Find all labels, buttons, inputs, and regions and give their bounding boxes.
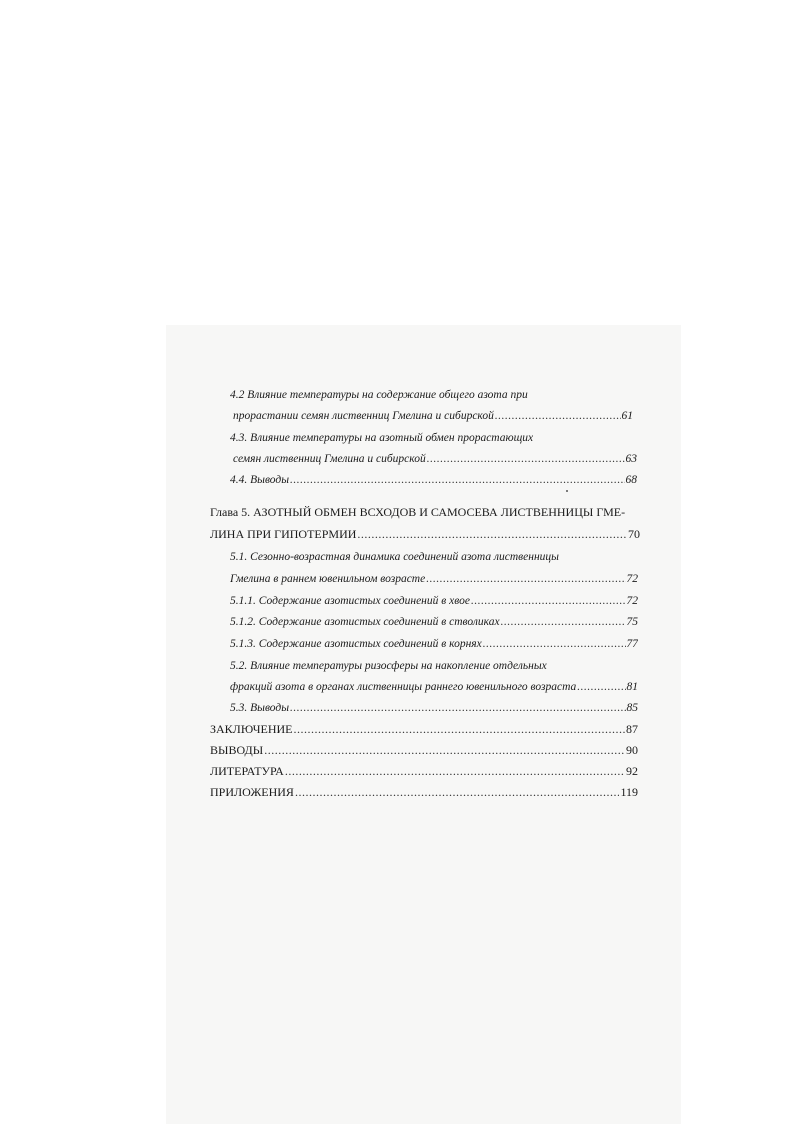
toc-entry-4-2-line2: прорастании семян лиственниц Гмелина и сибирской ..... 61 [233, 409, 633, 423]
toc-conclusion: ЗАКЛЮЧЕНИЕ ..... 87 [210, 722, 638, 736]
page-number: 72 [626, 573, 638, 585]
page-number: 77 [626, 638, 638, 650]
toc-entry-4-3-line2: семян лиственниц Гмелина и сибирской ..... 63 [233, 452, 637, 466]
page-number: 70 [628, 527, 640, 541]
toc-entry-5-3: 5.3. Выводы ..... 85 [230, 701, 638, 715]
toc-appendices: ПРИЛОЖЕНИЯ ..... 119 [210, 785, 638, 799]
scan-speck [566, 490, 568, 492]
toc-entry-4-2-line1: 4.2 Влияние температуры на содержание общего азота при [230, 389, 528, 401]
toc-entry-5-1-2: 5.1.2. Содержание азотистых соединений в стволиках ..... 75 [230, 615, 638, 629]
page-number: 81 [626, 681, 638, 693]
page-number: 90 [626, 743, 638, 757]
toc-entry-5-2-line1: 5.2. Влияние температуры ризосферы на накопление отдельных [230, 660, 547, 672]
page-number: 75 [626, 616, 638, 628]
page-number: 85 [626, 702, 638, 714]
page-number: 63 [625, 453, 637, 465]
toc-entry-5-1-line1: 5.1. Сезонно-возрастная динамика соединений азота лиственницы [230, 551, 559, 563]
toc-chapter-5-line2: ЛИНА ПРИ ГИПОТЕРМИИ ..... 70 [210, 527, 640, 541]
toc-entry-5-1-3: 5.1.3. Содержание азотистых соединений в корнях ..... 77 [230, 637, 638, 651]
toc-entry-5-1-1: 5.1.1. Содержание азотистых соединений в хвое ..... 72 [230, 594, 638, 608]
toc-chapter-5-line1: Глава 5. АЗОТНЫЙ ОБМЕН ВСХОДОВ И САМОСЕВА ЛИСТВЕННИЦЫ ГМЕ- [210, 505, 626, 519]
toc-entry-5-1-line2: Гмелина в раннем ювенильном возрасте ..... 72 [230, 572, 638, 586]
page-number: 87 [626, 722, 638, 736]
toc-literature: ЛИТЕРАТУРА ..... 92 [210, 764, 638, 778]
page-number: 68 [625, 474, 637, 486]
toc-entry-4-3-line1: 4.3. Влияние температуры на азотный обмен прорастающих [230, 432, 534, 444]
page-number: 72 [626, 595, 638, 607]
toc-findings: ВЫВОДЫ ..... 90 [210, 743, 638, 757]
page-number: 92 [626, 764, 638, 778]
page-number: 61 [621, 410, 633, 422]
toc-entry-4-4: 4.4. Выводы ..... 68 [230, 473, 637, 487]
toc-entry-5-2-line2: фракций азота в органах лиственницы раннего ювенильного возраста ..... 81 [230, 680, 638, 694]
page-number: 119 [620, 785, 638, 799]
